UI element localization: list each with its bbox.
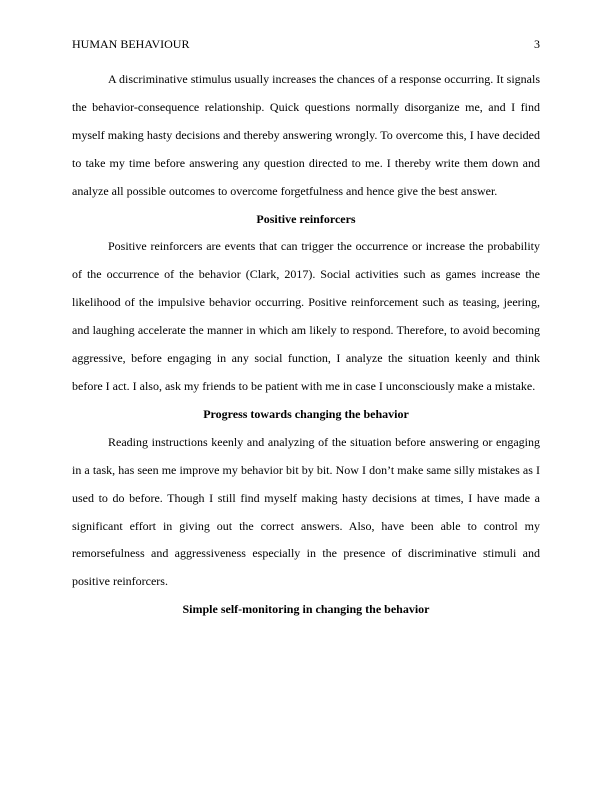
page-header [72,36,540,52]
paragraph-discriminative-stimulus: A discriminative stimulus usually increases the chances of a response occurring. It signals the behavior-consequence relationship. Quick questions normally disorganize me, and I find myself making hasty decisions and thereby answering wrongly. To overcome this, I have decided to take my time before answering any question directed to me. I thereby write them down and analyze all possible outcomes to overcome forgetfulness and hence give the best answer. [72,72,540,198]
running-head: HUMAN BEHAVIOUR [72,37,190,51]
page-number: 3 [534,37,540,51]
paragraph-positive-reinforcers: Positive reinforcers are events that can trigger the occurrence or increase the probability of the occurrence of the behavior (Clark, 2017). Social activities such as games increase the likelihood of the impulsive behavior occurring. Positive reinforcement such as teasing, jeering, and laughing accelerate the manner in which am likely to respond. Therefore, to avoid becoming aggressive, before engaging in any social function, I analyze the situation keenly and think before I act. I also, ask my friends to be patient with me in case I unconsciously make a mistake. [72,239,540,393]
paragraph-progress: Reading instructions keenly and analyzing of the situation before answering or engaging in a task, has seen me improve my behavior bit by bit. Now I don’t make same silly mistakes as I used to do before. Though I still find myself making hasty decisions at times, I have made a significant effort in giving out the correct answers. Also, have been able to control my remorsefulness and aggressiveness especially in the presence of discriminative stimuli and positive reinforcers. [72,434,540,589]
section-heading-self-monitoring: Simple self-monitoring in changing the behavior [182,602,430,617]
document-body [72,66,540,624]
section-heading-progress: Progress towards changing the behavior [203,406,409,421]
section-heading-positive-reinforcers: Positive reinforcers [256,211,356,226]
